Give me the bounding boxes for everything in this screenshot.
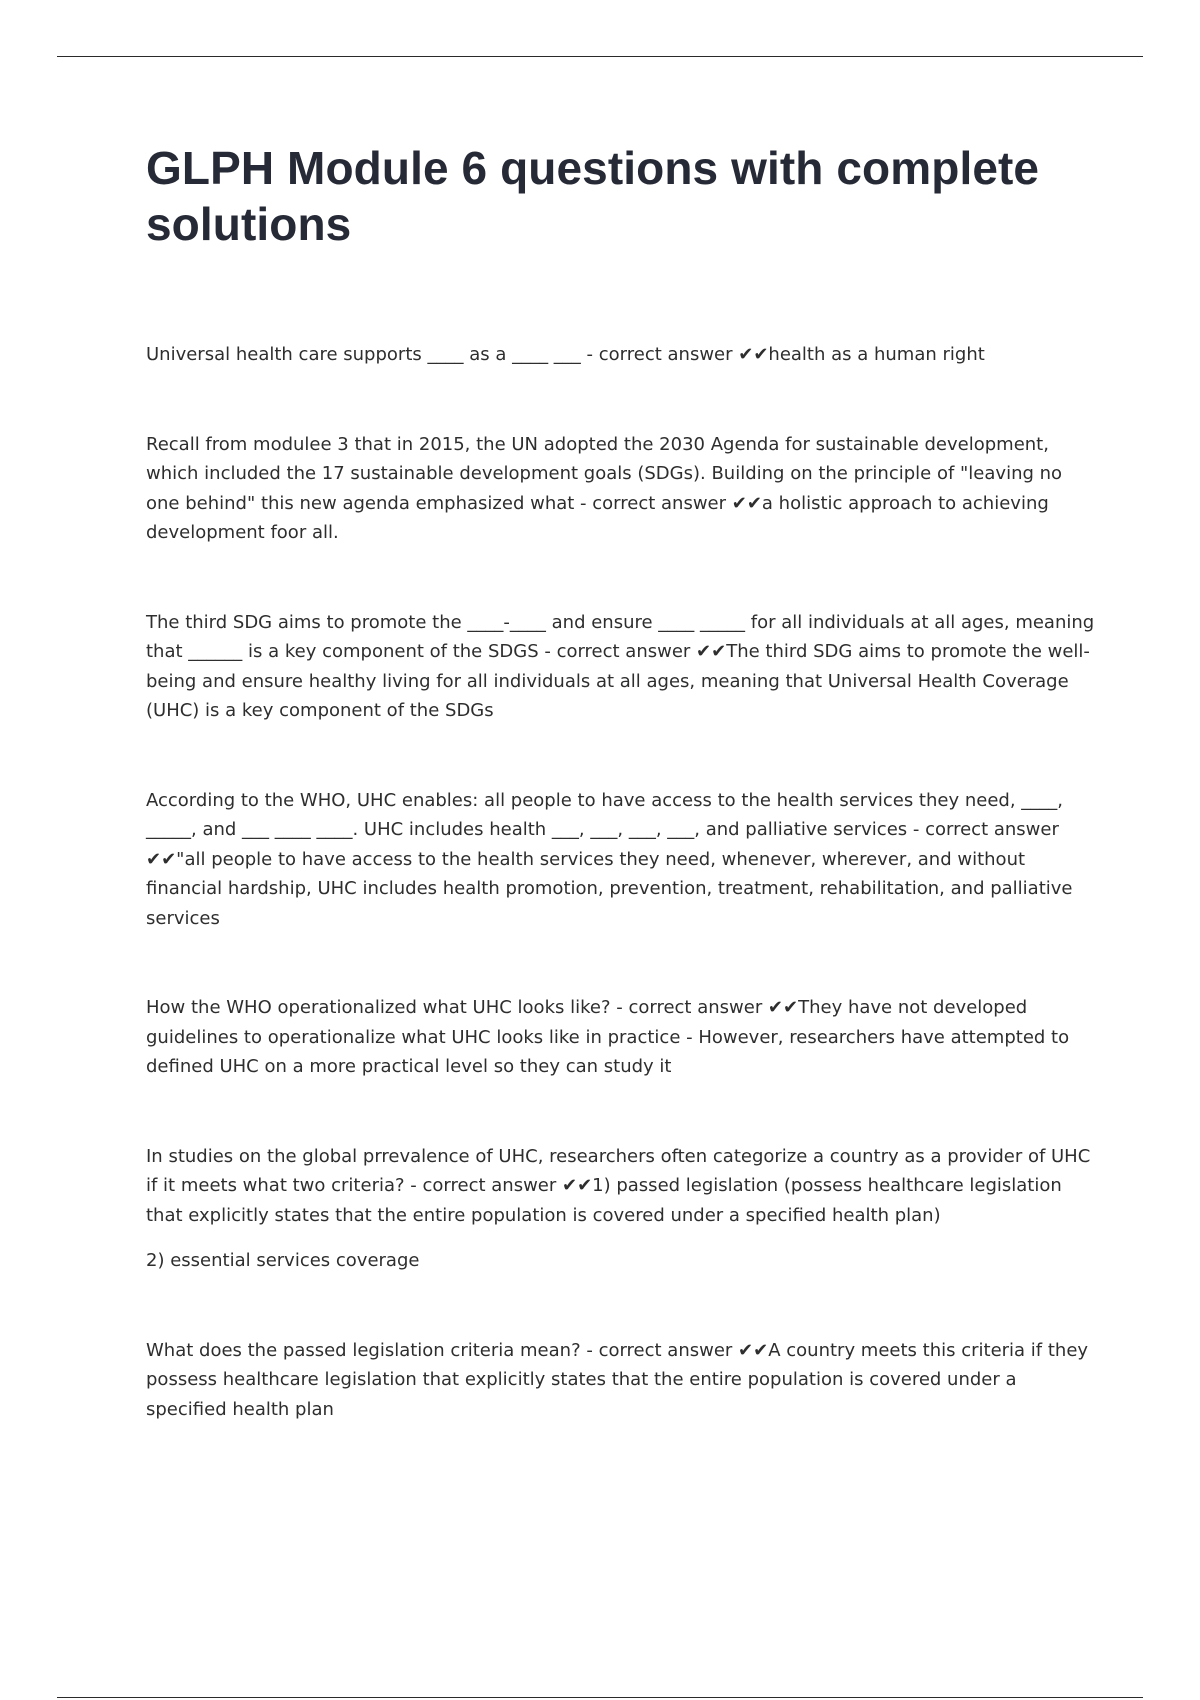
answer-separator: - correct answer ✔✔	[146, 819, 1059, 870]
answer-text: health as a human right	[768, 344, 985, 365]
qa-item	[146, 993, 1096, 1082]
question-text: Recall from modulee 3 that in 2015, the UN adopted the 2030 Agenda for sustainable development, which included the 17 sustainable development goals (SDGs). Building on the principle of "leaving no one behind" this new agenda emphasized what	[146, 433, 1063, 514]
qa-item	[146, 786, 1096, 934]
answer-separator: - correct answer ✔✔	[404, 1175, 593, 1196]
answer-text: A country meets this criteria if they possess healthcare legislation that explicitly states that the entire population is covered under a specified health plan	[146, 1339, 1089, 1420]
qa-text	[146, 1336, 1096, 1425]
qa-item	[146, 430, 1096, 548]
qa-item	[146, 1336, 1096, 1425]
answer-text: 1) passed legislation (possess healthcare legislation that explicitly states that the entire population is covered under a specified health plan)	[146, 1175, 1062, 1226]
qa-text	[146, 340, 1096, 370]
document-body	[146, 140, 1096, 1484]
qa-text	[146, 1142, 1096, 1231]
question-text: According to the WHO, UHC enables: all people to have access to the health services they need, ____, _____, and ___ ____ ____. UHC includes health ___, ___, ___, ___, and palliative services	[146, 789, 1063, 840]
answer-separator: - correct answer ✔✔	[574, 492, 762, 514]
qa-item	[146, 608, 1096, 726]
qa-text	[146, 430, 1096, 548]
answer-text: a holistic approach to achieving development foor all.	[146, 492, 1049, 543]
answer-text: "all people to have access to the health services they need, whenever, wherever, and without financial hardship, UHC includes health promotion, prevention, treatment, rehabilitation, and palliative services	[146, 848, 1073, 929]
document-title: GLPH Module 6 questions with complete solutions	[146, 142, 1040, 250]
qa-item	[146, 340, 1096, 370]
answer-text: The third SDG aims to promote the well-being and ensure healthy living for all individuals at all ages, meaning that Universal Health Coverage (UHC) is a key component of the SDGs	[146, 641, 1090, 721]
answer-separator: - correct answer ✔✔	[538, 641, 727, 662]
question-text: In studies on the global prrevalence of UHC, researchers often categorize a country as a provider of UHC if it meets what two criteria?	[146, 1145, 1091, 1196]
answer-separator: - correct answer ✔✔	[610, 997, 799, 1018]
question-text: Universal health care supports ____ as a ____ ___	[146, 344, 581, 365]
answer-continuation: 2) essential services coverage	[146, 1250, 420, 1271]
question-text: How the WHO operationalized what UHC looks like?	[146, 997, 611, 1018]
qa-list	[146, 340, 1096, 1424]
top-rule	[57, 56, 1143, 57]
qa-text	[146, 608, 1096, 726]
answer-separator: - correct answer ✔✔	[580, 344, 769, 365]
qa-item	[146, 1142, 1096, 1276]
qa-text	[146, 993, 1096, 1082]
answer-text: They have not developed guidelines to operationalize what UHC looks like in practice - However, researchers have attempted to defined UHC on a more practical level so they can study it	[146, 997, 1070, 1077]
bottom-rule	[57, 1697, 1143, 1698]
qa-text	[146, 786, 1096, 934]
answer-separator: - correct answer ✔✔	[580, 1339, 769, 1361]
question-text: The third SDG aims to promote the ____-____ and ensure ____ _____ for all individuals at all ages, meaning that ______ is a key component of the SDGS	[146, 611, 1095, 662]
question-text: What does the passed legislation criteria mean?	[146, 1339, 581, 1361]
